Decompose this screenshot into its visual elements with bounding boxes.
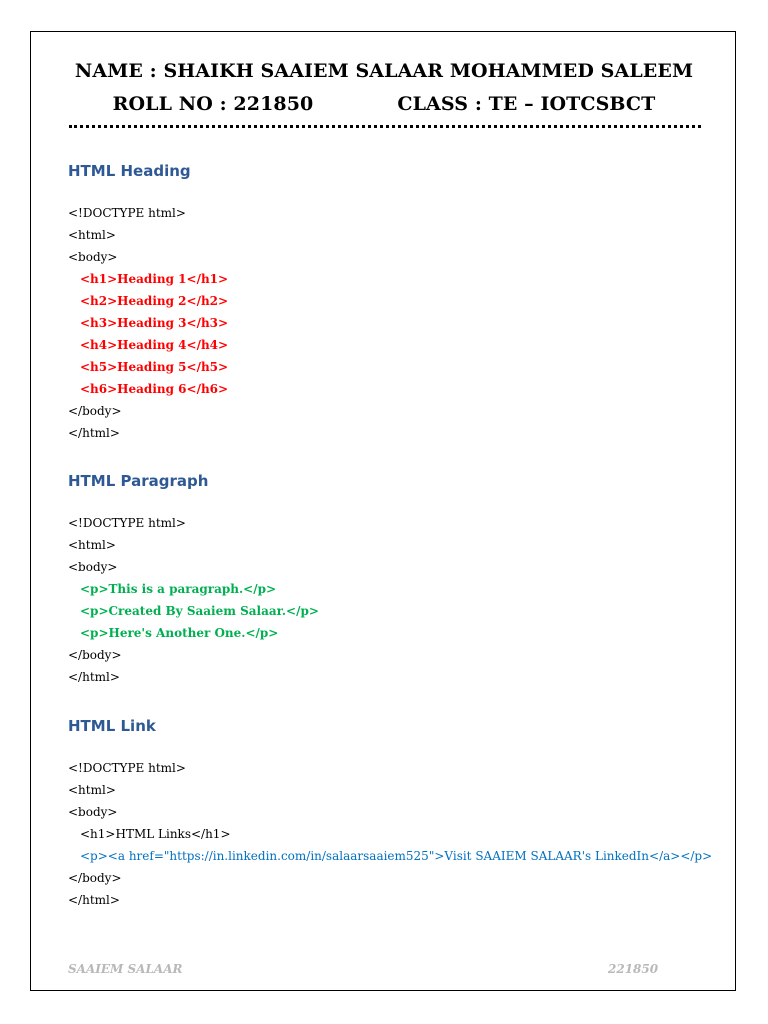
code-line: <body> [68, 250, 118, 264]
header-divider [69, 125, 701, 131]
code-line-h3: <h3>Heading 3</h3> [80, 316, 229, 330]
code-line-anchor: <p><a href="https://in.linkedin.com/in/salaarsaaiem525">Visit SAAIEM SALAAR's LinkedIn</a></p> [80, 849, 713, 863]
footer-author: SAAIEM SALAAR [68, 962, 183, 976]
code-line: </body> [68, 871, 122, 885]
code-line-h2: <h2>Heading 2</h2> [80, 294, 229, 308]
code-line-h4: <h4>Heading 4</h4> [80, 338, 229, 352]
code-line: <body> [68, 560, 118, 574]
code-line-paragraph: <p>Created By Saaiem Salaar.</p> [80, 604, 319, 618]
code-line: <body> [68, 805, 118, 819]
roll-class-line [0, 93, 768, 115]
code-line: </body> [68, 404, 122, 418]
code-line: </html> [68, 670, 120, 684]
class-label: CLASS : TE – IOTCSBCT [397, 93, 656, 115]
code-block-paragraph [68, 512, 319, 688]
code-line-h5: <h5>Heading 5</h5> [80, 360, 229, 374]
code-line-paragraph: <p>This is a paragraph.</p> [80, 582, 277, 596]
code-line: </html> [68, 426, 120, 440]
code-line: <!DOCTYPE html> [68, 761, 186, 775]
code-line-paragraph: <p>Here's Another One.</p> [80, 626, 279, 640]
code-line: <html> [68, 783, 116, 797]
code-line: <html> [68, 538, 116, 552]
code-line-h1: <h1>Heading 1</h1> [80, 272, 229, 286]
code-line-h6: <h6>Heading 6</h6> [80, 382, 229, 396]
code-line: <!DOCTYPE html> [68, 516, 186, 530]
code-line-h1-links: <h1>HTML Links</h1> [80, 827, 231, 841]
code-line: <html> [68, 228, 116, 242]
roll-number: ROLL NO : 221850 [112, 93, 314, 115]
code-line: </html> [68, 893, 120, 907]
student-name: NAME : SHAIKH SAAIEM SALAAR MOHAMMED SALEEM [74, 60, 694, 82]
code-block-heading [68, 202, 228, 444]
code-line: </body> [68, 648, 122, 662]
code-block-link [68, 757, 712, 911]
footer-roll-number: 221850 [608, 962, 659, 976]
code-line: <!DOCTYPE html> [68, 206, 186, 220]
section-title-heading: HTML Heading [68, 162, 191, 180]
section-title-paragraph: HTML Paragraph [68, 472, 209, 490]
section-title-link: HTML Link [68, 717, 156, 735]
